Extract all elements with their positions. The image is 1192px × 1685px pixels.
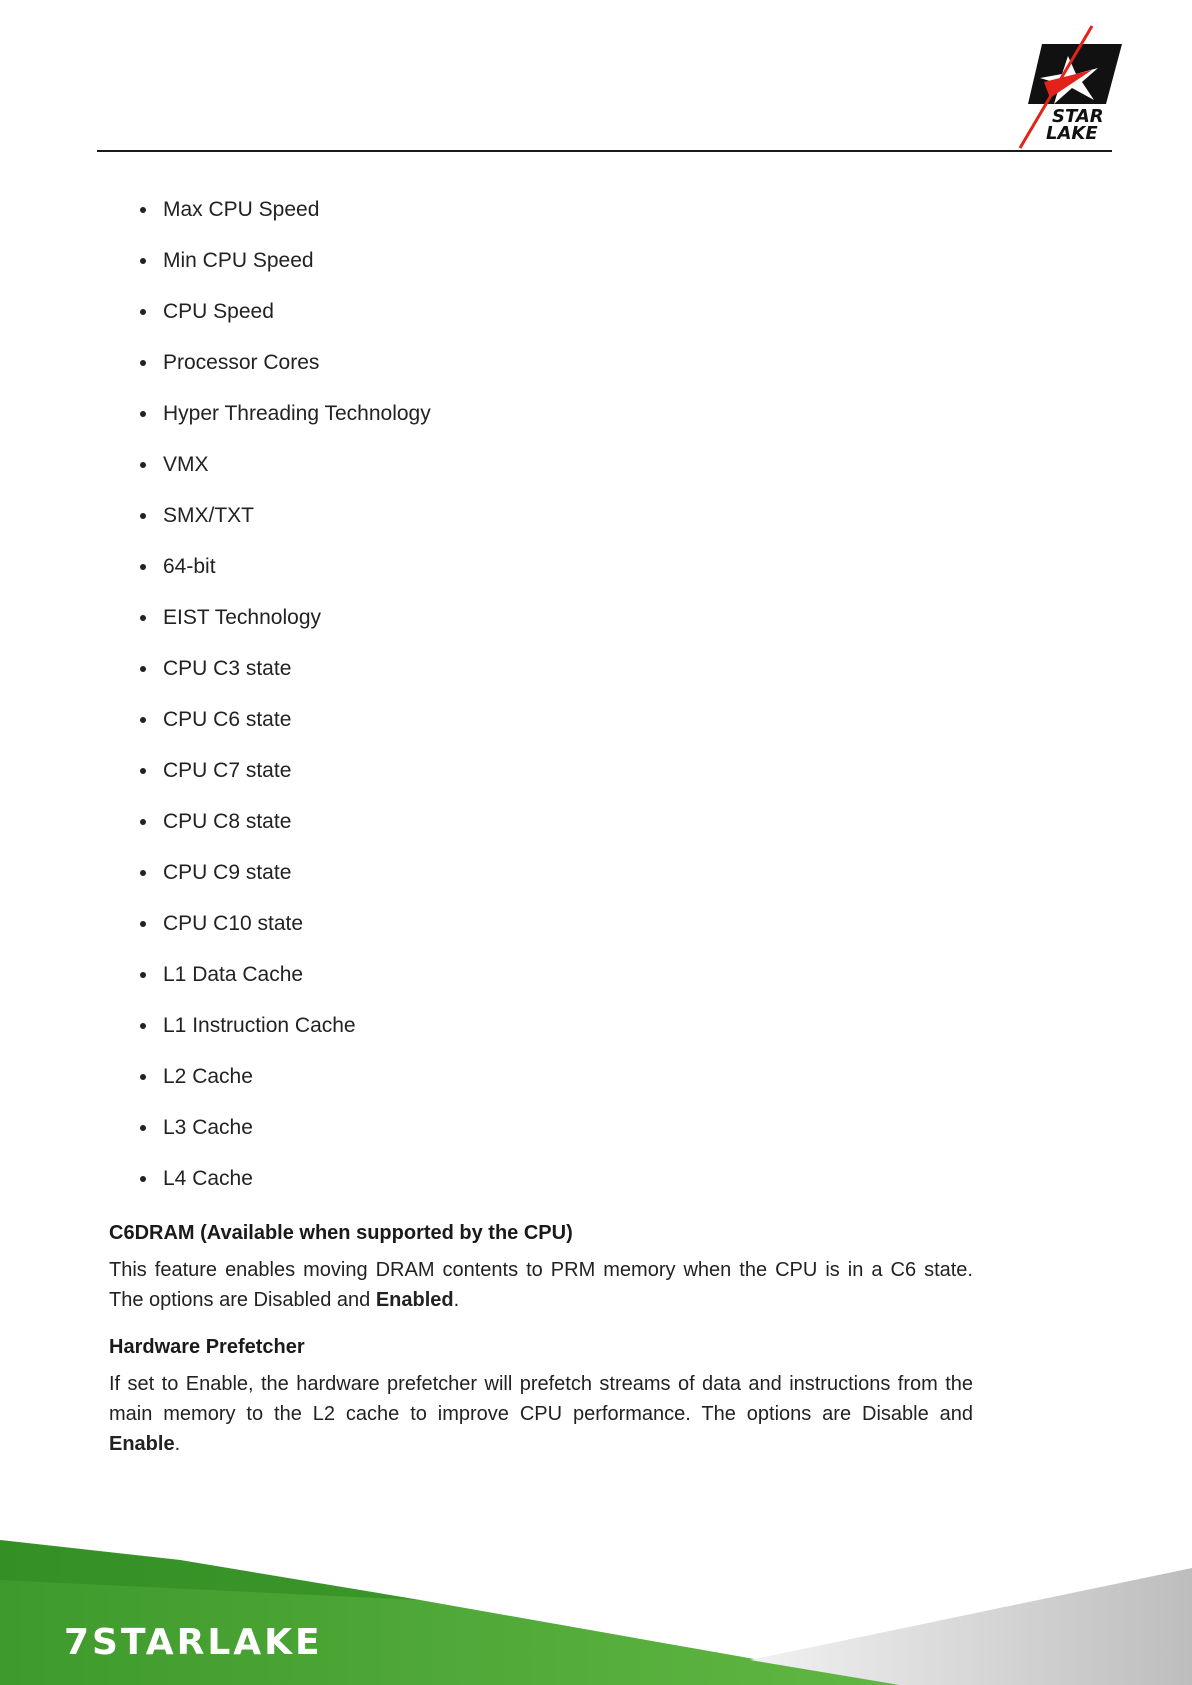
hw-prefetcher-default-option: Enable (109, 1433, 175, 1455)
list-item (137, 245, 431, 296)
list-item-label: L1 Instruction Cache (163, 1014, 356, 1037)
list-item (137, 908, 431, 959)
list-item-label: CPU C3 state (163, 657, 292, 680)
list-item (137, 551, 431, 602)
c6dram-body-tail: . (453, 1289, 460, 1311)
hw-prefetcher-section (109, 1333, 973, 1459)
bullet-dot-icon (140, 462, 146, 468)
bullet-dot-icon (140, 1176, 146, 1182)
c6dram-body-text: This feature enables moving DRAM contents to PRM memory when the CPU is in a C6 state. The options are Disabled and (109, 1259, 973, 1311)
list-item (137, 806, 431, 857)
list-item (137, 959, 431, 1010)
list-item-label: CPU C10 state (163, 912, 304, 935)
list-item-label: Processor Cores (163, 351, 320, 374)
list-item (137, 347, 431, 398)
footer-gray-wedge (750, 1568, 1192, 1685)
bullet-dot-icon (140, 309, 146, 315)
list-item-label: Hyper Threading Technology (163, 402, 431, 425)
bullet-dot-icon (140, 921, 146, 927)
bullet-dot-icon (140, 870, 146, 876)
list-item-label: 64-bit (163, 555, 216, 578)
bullet-dot-icon (140, 972, 146, 978)
bullet-dot-icon (140, 1023, 146, 1029)
header-rule (97, 150, 1112, 152)
bullet-dot-icon (140, 768, 146, 774)
list-item (137, 755, 431, 806)
bullet-dot-icon (140, 207, 146, 213)
list-item (137, 1112, 431, 1163)
c6dram-default-option: Enabled (375, 1289, 454, 1311)
bullet-dot-icon (140, 819, 146, 825)
bullet-dot-icon (140, 1074, 146, 1080)
hw-prefetcher-body-text: If set to Enable, the hardware prefetcher will prefetch streams of data and instructions from the main memory to the L2 cache to improve CPU performance. The options are Disable and (109, 1373, 973, 1425)
list-item (137, 398, 431, 449)
list-item-label: VMX (163, 453, 209, 476)
list-item-label: Min CPU Speed (163, 249, 314, 272)
bullet-dot-icon (140, 564, 146, 570)
bullet-dot-icon (140, 360, 146, 366)
list-item (137, 500, 431, 551)
list-item (137, 1061, 431, 1112)
bullet-dot-icon (140, 717, 146, 723)
list-item-label: SMX/TXT (163, 504, 255, 527)
c6dram-description (109, 1255, 973, 1315)
c6dram-section (109, 1219, 973, 1315)
list-item-label: CPU Speed (163, 300, 274, 323)
bullet-dot-icon (140, 666, 146, 672)
list-item-label: L3 Cache (163, 1116, 253, 1139)
list-item (137, 653, 431, 704)
bullet-dot-icon (140, 258, 146, 264)
list-item (137, 857, 431, 908)
starlake-logo (1010, 22, 1128, 150)
list-item-label: CPU C8 state (163, 810, 292, 833)
list-item-label: L2 Cache (163, 1065, 253, 1088)
list-item-label: EIST Technology (163, 606, 321, 629)
c6dram-heading: C6DRAM (Available when supported by the CPU) (109, 1222, 573, 1244)
bullet-dot-icon (140, 513, 146, 519)
list-item (137, 296, 431, 347)
list-item (137, 1163, 431, 1214)
list-item-label: CPU C9 state (163, 861, 292, 884)
bullet-dot-icon (140, 411, 146, 417)
list-item-label: CPU C7 state (163, 759, 292, 782)
logo-text-line1: STAR (1052, 106, 1104, 127)
bullet-dot-icon (140, 615, 146, 621)
bullet-dot-icon (140, 1125, 146, 1131)
list-item-label: CPU C6 state (163, 708, 292, 731)
list-item (137, 704, 431, 755)
list-item-label: L4 Cache (163, 1167, 253, 1190)
list-item (137, 602, 431, 653)
hw-prefetcher-body-tail: . (174, 1433, 181, 1455)
list-item-label: L1 Data Cache (163, 963, 304, 986)
cpu-info-list (137, 194, 431, 1214)
list-item (137, 1010, 431, 1061)
list-item (137, 194, 431, 245)
hw-prefetcher-description (109, 1369, 973, 1459)
footer-brand-wordmark: 7STARLAKE (64, 1622, 323, 1663)
list-item-label: Max CPU Speed (163, 198, 320, 221)
list-item (137, 449, 431, 500)
hw-prefetcher-heading: Hardware Prefetcher (109, 1336, 305, 1358)
logo-text-line2: LAKE (1046, 123, 1098, 144)
